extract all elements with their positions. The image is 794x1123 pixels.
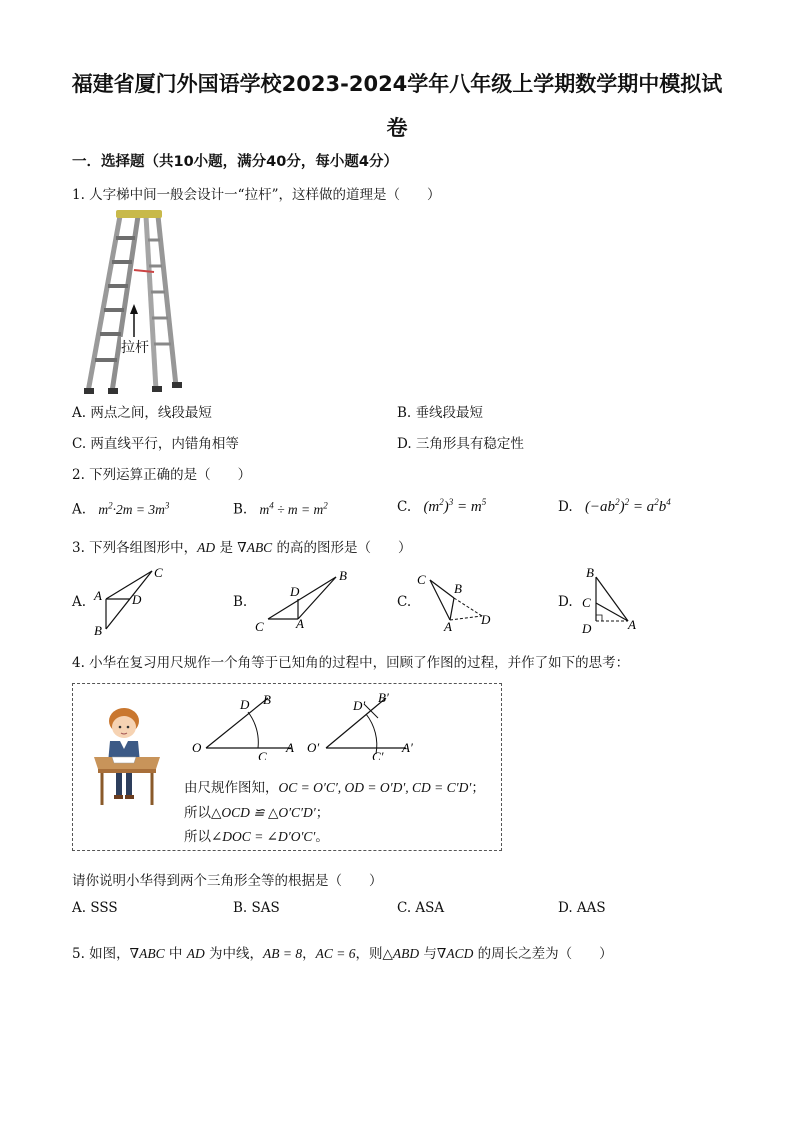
q4-option-c[interactable]: C. ASA	[397, 900, 445, 916]
q2d-open: (−ab	[584, 499, 616, 515]
q2d-b: b	[658, 499, 667, 515]
q1-option-b[interactable]: B. 垂线段最短	[397, 405, 484, 421]
q3-option-a-letter[interactable]: A.	[72, 594, 87, 610]
q2d-exp4: 4	[666, 497, 671, 507]
q3b-label-b: B	[339, 568, 347, 583]
q3-option-c-letter[interactable]: C.	[397, 594, 412, 610]
document-title-line2: 卷	[386, 116, 408, 140]
q3a-label-c: C	[154, 565, 163, 580]
q2-option-d-letter: D.	[558, 499, 573, 515]
q3a-label-d: D	[132, 592, 142, 607]
q4-label-d-prime: D′	[353, 698, 366, 713]
q2c-open: (m	[423, 499, 440, 515]
q3-figure-a[interactable]	[88, 563, 178, 641]
q3c-label-b: B	[454, 581, 462, 596]
q2c-exp3: 5	[481, 497, 487, 507]
q2d-exp2: 2	[624, 497, 630, 507]
section-heading: 一．选择题（共10小题，满分40分，每小题4分）	[72, 154, 398, 170]
q2c-rest: = m	[453, 499, 482, 515]
q2a-mid: ·2m = 3m	[112, 501, 165, 517]
q2b-base: m	[259, 501, 270, 517]
q2c-close: )	[443, 499, 449, 515]
q2c-exp1: 2	[439, 497, 444, 507]
q4-label-c: C	[258, 749, 267, 760]
q5-comma: ，	[302, 946, 316, 962]
q4-label-c-prime: C′	[372, 749, 384, 760]
question-3-stem	[72, 536, 412, 556]
q2-option-d[interactable]	[558, 497, 671, 516]
q3d-label-b: B	[586, 565, 594, 580]
q2b-exp1: 4	[269, 500, 274, 510]
q5-mid4: 与	[419, 946, 437, 962]
q4-label-a-prime: A′	[402, 740, 413, 755]
question-1-stem: 1. 人字梯中间一般会设计一“拉杆”，这样做的道理是（ ）	[72, 187, 441, 203]
pull-rod-label: 拉杆	[121, 337, 149, 357]
q4-label-o: O	[192, 740, 202, 755]
q4-line2-post: ；	[315, 805, 330, 821]
q4-label-o-prime: O′	[307, 740, 320, 755]
q2d-exp3: 2	[654, 497, 659, 507]
question-4-stem: 4. 小华在复习用尺规作一个角等于已知角的过程中，回顾了作图的过程，并作了如下的思考：	[72, 655, 630, 671]
q5-mid1: 中	[164, 946, 187, 962]
q2d-exp1: 2	[615, 497, 620, 507]
q5-acd: ∇ACD	[436, 946, 474, 961]
q3c-label-a: A	[444, 619, 452, 634]
q3-figure-b[interactable]	[250, 565, 360, 635]
q3b-label-c: C	[255, 619, 264, 634]
q4-line2-pre: 所以	[184, 805, 211, 821]
q5-ad: AD	[186, 946, 205, 961]
q4-line3-post: 。	[315, 829, 329, 845]
q4-label-b: B	[263, 692, 271, 707]
q4-line2-math: △OCD ≌ △O′C′D′	[211, 805, 316, 820]
q4-reason-line-1	[184, 776, 485, 796]
question-2-stem: 2. 下列运算正确的是（ ）	[72, 467, 252, 483]
q4-label-d: D	[240, 697, 250, 712]
q3-abc: ∇ABC	[237, 540, 273, 555]
q3-option-d-letter[interactable]: D.	[558, 594, 573, 610]
q3-figure-c[interactable]	[412, 568, 502, 638]
q4-label-a: A	[286, 740, 294, 755]
question-5-stem	[72, 942, 613, 962]
student-illustration	[90, 705, 170, 805]
q3d-label-a: A	[628, 617, 636, 632]
q2a-exp2: 3	[164, 500, 170, 510]
q5-abc: ∇ABC	[129, 946, 165, 961]
q3b-label-d: D	[290, 584, 300, 599]
q2d-rest: = a	[629, 499, 655, 515]
q2-option-a[interactable]	[72, 500, 169, 518]
q5-mid3: ，则	[355, 946, 383, 962]
q5-ac: AC = 6	[315, 946, 356, 961]
q3-stem-mid: 是	[215, 540, 238, 556]
q2a-exp1: 2	[108, 500, 113, 510]
q5-abd: △ABD	[382, 946, 420, 961]
q1-option-d[interactable]: D. 三角形具有稳定性	[397, 436, 524, 452]
q4-reason-line-2	[184, 801, 329, 821]
q2-option-a-letter: A.	[72, 501, 87, 518]
q4-option-d[interactable]: D. AAS	[558, 900, 606, 916]
q5-pre: 5. 如图，	[72, 946, 130, 962]
q3-stem-post: 的高的图形是（ ）	[272, 540, 412, 556]
q4-question: 请你说明小华得到两个三角形全等的根据是（ ）	[72, 873, 383, 889]
q2c-exp2: 3	[448, 497, 454, 507]
q3a-label-b: B	[94, 623, 102, 638]
q2-option-c[interactable]	[397, 497, 486, 516]
q3b-label-a: A	[296, 616, 304, 631]
q4-label-b-prime: B′	[378, 690, 389, 705]
q4-option-b[interactable]: B. SAS	[233, 900, 280, 916]
q3d-label-d: D	[582, 621, 592, 636]
q3c-label-c: C	[417, 572, 426, 587]
q3-ad: AD	[197, 540, 216, 555]
q4-option-a[interactable]: A. SSS	[72, 900, 118, 916]
q3-option-b-letter[interactable]: B.	[233, 594, 248, 610]
q1-option-a[interactable]: A. 两点之间，线段最短	[72, 405, 212, 421]
q2-option-b[interactable]	[233, 500, 328, 518]
q3c-label-d: D	[481, 612, 491, 627]
q4-line1-pre: 由尺规作图知，	[184, 780, 279, 796]
q2-option-c-letter: C.	[397, 499, 412, 515]
q3-figure-d[interactable]	[578, 563, 658, 641]
q5-mid2: 为中线，	[204, 946, 263, 962]
q4-line3-math: ∠DOC = ∠D′O′C′	[211, 829, 316, 844]
document-title-line1: 福建省厦门外国语学校2023-2024学年八年级上学期数学期中模拟试	[71, 72, 723, 96]
q3-stem-pre: 3. 下列各组图形中，	[72, 540, 198, 556]
q2a-base: m	[98, 501, 109, 517]
q1-option-c[interactable]: C. 两直线平行，内错角相等	[72, 436, 239, 452]
q3a-label-a: A	[94, 588, 102, 603]
q5-post: 的周长之差为（ ）	[473, 946, 613, 962]
ladder-figure	[82, 210, 182, 400]
q2-option-b-letter: B.	[233, 501, 248, 518]
q4-line3-pre: 所以	[184, 829, 211, 845]
q3d-label-c: C	[582, 595, 591, 610]
q2b-mid: ÷ m = m	[273, 501, 324, 517]
q2b-exp2: 2	[323, 500, 328, 510]
q5-ab: AB = 8	[263, 946, 303, 961]
q4-line1-math: OC = O′C′, OD = O′D′, CD = C′D′	[278, 780, 472, 795]
q4-angle-diagram-original	[186, 690, 306, 760]
q2d-close: )	[619, 499, 625, 515]
q4-line1-post: ；	[471, 780, 485, 796]
q4-angle-diagram-copy	[306, 690, 426, 760]
q4-reason-line-3	[184, 825, 329, 845]
